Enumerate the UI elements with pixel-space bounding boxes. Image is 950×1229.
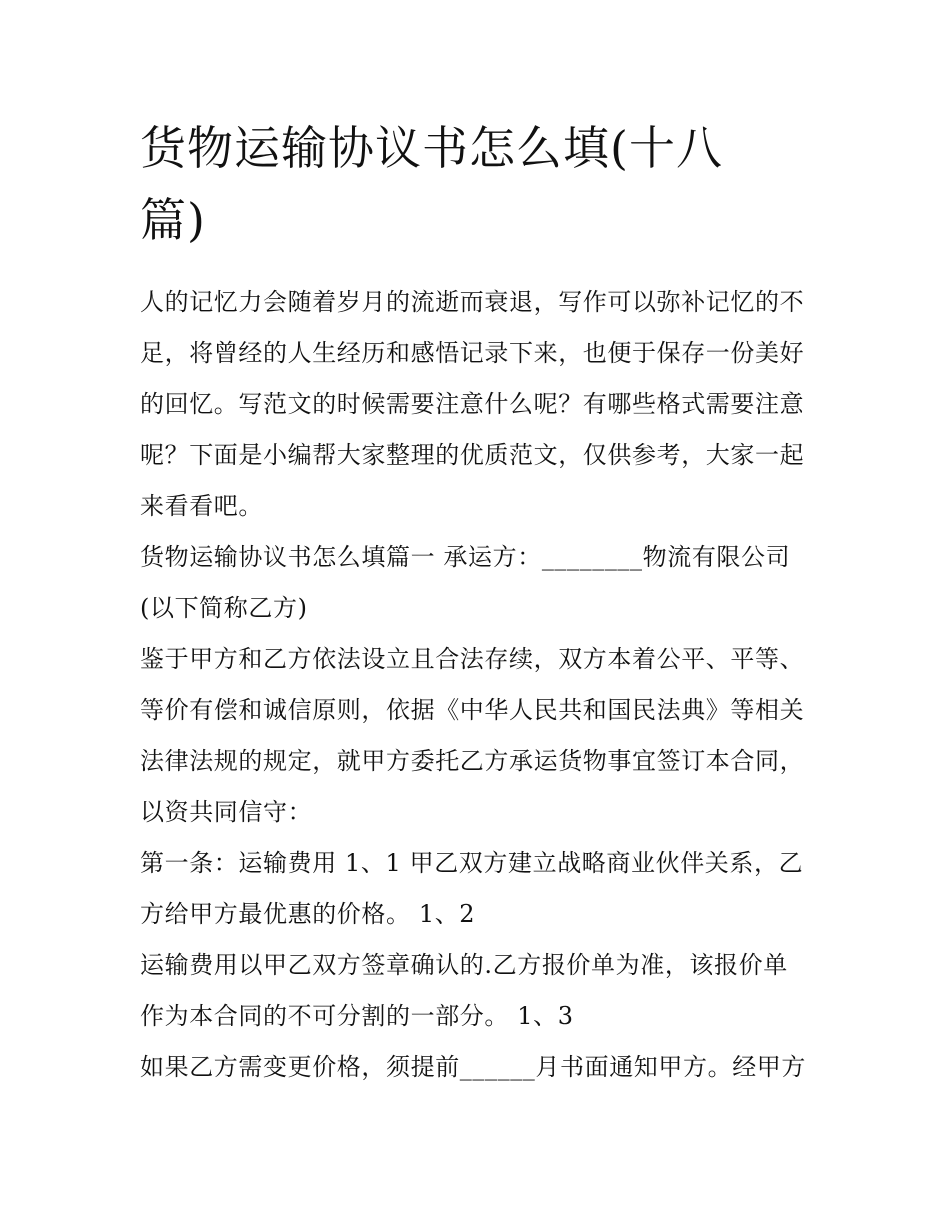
freight-paragraph: [140, 940, 820, 1042]
text-line: 人的记忆力会随着岁月的流逝而衰退，写作可以弥补记忆的不: [140, 288, 805, 316]
text-line: 货物运输协议书怎么填篇一 承运方：________物流有限公司: [140, 543, 791, 571]
text-line: 如果乙方需变更价格，须提前______月书面通知甲方。经甲方: [140, 1053, 806, 1081]
preamble-paragraph: [140, 634, 820, 838]
title-line: 货物运输协议书怎么填(十八: [140, 121, 723, 175]
document-title: [140, 112, 820, 256]
document-body: [140, 277, 820, 1093]
text-line: 呢？下面是小编帮大家整理的优质范文，仅供参考，大家一起: [140, 441, 805, 469]
intro-paragraph: [140, 277, 820, 532]
text-line: (以下简称乙方): [140, 594, 308, 622]
text-line: 法律法规的规定，就甲方委托乙方承运货物事宜签订本合同，: [140, 747, 805, 775]
price-change-paragraph: [140, 1042, 820, 1093]
text-line: 鉴于甲方和乙方依法设立且合法存续，双方本着公平、平等、: [140, 645, 805, 673]
title-line: 篇): [140, 193, 206, 247]
text-line: 来看看吧。: [140, 492, 263, 520]
text-line: 第一条：运输费用 1、1 甲乙双方建立战略商业伙伴关系，乙: [140, 849, 804, 877]
text-line: 足，将曾经的人生经历和感悟记录下来，也便于保存一份美好: [140, 339, 805, 367]
text-line: 的回忆。写范文的时候需要注意什么呢？有哪些格式需要注意: [140, 390, 805, 418]
text-line: 等价有偿和诚信原则，依据《中华人民共和国民法典》等相关: [140, 696, 805, 724]
carrier-paragraph: [140, 532, 820, 634]
article-one-paragraph: [140, 838, 820, 940]
text-line: 作为本合同的不可分割的一部分。 1、3: [140, 1002, 574, 1030]
text-line: 运输费用以甲乙双方签章确认的.乙方报价单为准，该报价单: [140, 951, 788, 979]
text-line: 以资共同信守：: [140, 798, 313, 826]
text-line: 方给甲方最优惠的价格。 1、2: [140, 900, 476, 928]
